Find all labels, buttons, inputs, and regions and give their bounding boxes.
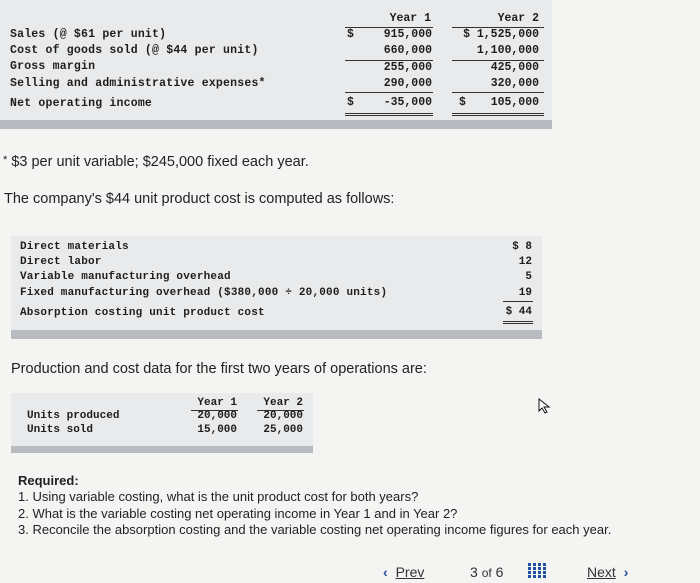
page-of: of [481, 566, 492, 580]
income-row-year1-value: -35,000 [383, 96, 432, 109]
footnote-marker: * [3, 154, 8, 166]
income-row-label: Selling and administrative expenses* [10, 77, 266, 90]
production-row-year2: 20,000 [263, 410, 303, 422]
income-row-label: Net operating income [10, 97, 153, 110]
income-row-year2-value: $ 1,525,000 [463, 28, 539, 41]
unit-cost-row-label: Variable manufacturing overhead [20, 271, 231, 283]
income-row-year2-value: 105,000 [490, 96, 539, 109]
income-row-year1-value: 255,000 [383, 61, 432, 74]
grid-icon[interactable] [528, 563, 546, 579]
production-row-label: Units sold [27, 424, 94, 436]
unit-cost-row-label: Direct labor [20, 256, 102, 268]
chevron-right-icon: › [623, 564, 629, 580]
next-button[interactable] [587, 564, 628, 580]
unit-cost-row-label: Direct materials [20, 241, 129, 253]
prev-button[interactable] [383, 564, 424, 580]
unit-cost-row-value: 12 [518, 256, 532, 268]
income-row-year1-value: 660,000 [383, 44, 432, 57]
unit-cost-row-label: Absorption costing unit product cost [20, 307, 265, 319]
footnote-text: $3 per unit variable; $245,000 fixed each year. [11, 154, 309, 170]
production-row-year2: 25,000 [263, 424, 303, 436]
unit-cost-row-label: Fixed manufacturing overhead ($380,000 ÷ 20,000 units) [20, 287, 388, 299]
next-label: Next [587, 564, 616, 580]
production-intro: Production and cost data for the first two years of operations are: [11, 361, 427, 377]
unit-cost-intro: The company's $44 unit product cost is computed as follows: [4, 191, 395, 207]
income-row-label: Gross margin [10, 60, 96, 73]
required-item: 3. Reconcile the absorption costing and the variable costing net operating income figures for each year. [18, 522, 612, 537]
unit-cost-row-value: 5 [525, 271, 532, 283]
required-item: 2. What is the variable costing net operating income in Year 1 and in Year 2? [18, 506, 458, 521]
chevron-left-icon: ‹ [383, 564, 388, 580]
production-row-year1: 20,000 [197, 410, 237, 422]
income-row-year2-value: 320,000 [490, 77, 539, 90]
production-header-year2: Year 2 [263, 397, 303, 409]
production-row-year1: 15,000 [197, 424, 237, 436]
income-row-label: Sales (@ $61 per unit) [10, 28, 167, 41]
mouse-cursor-icon [538, 398, 552, 414]
income-row-dollar: $ [459, 96, 466, 109]
page-indicator [470, 564, 503, 580]
income-row-year1-value: 915,000 [383, 28, 432, 41]
income-row-year1-value: 290,000 [383, 77, 432, 90]
income-row-year2-value: 1,100,000 [476, 44, 539, 57]
income-row-dollar: $ [347, 28, 354, 41]
table-divider [11, 446, 313, 453]
required-title: Required: [18, 473, 79, 488]
income-header-year2: Year 2 [497, 12, 539, 25]
production-header-year1: Year 1 [197, 397, 237, 409]
income-row-dollar: $ [347, 96, 354, 109]
unit-cost-row-value: $ 8 [512, 241, 532, 253]
production-table [11, 393, 313, 450]
income-row-year2-value: 425,000 [490, 61, 539, 74]
required-item: 1. Using variable costing, what is the unit product cost for both years? [18, 489, 419, 504]
unit-cost-table [11, 236, 542, 334]
unit-cost-row-value: $ 44 [505, 306, 532, 318]
footnote [3, 154, 309, 170]
table-divider [11, 330, 542, 339]
table-divider [0, 120, 552, 129]
page-total: 6 [495, 564, 504, 580]
income-header-year1: Year 1 [389, 12, 431, 25]
income-statement-table [0, 0, 552, 125]
production-row-label: Units produced [27, 410, 120, 422]
prev-label: Prev [395, 564, 425, 580]
page-current: 3 [470, 564, 478, 580]
unit-cost-row-value: 19 [518, 287, 532, 299]
income-row-label: Cost of goods sold (@ $44 per unit) [10, 44, 259, 57]
